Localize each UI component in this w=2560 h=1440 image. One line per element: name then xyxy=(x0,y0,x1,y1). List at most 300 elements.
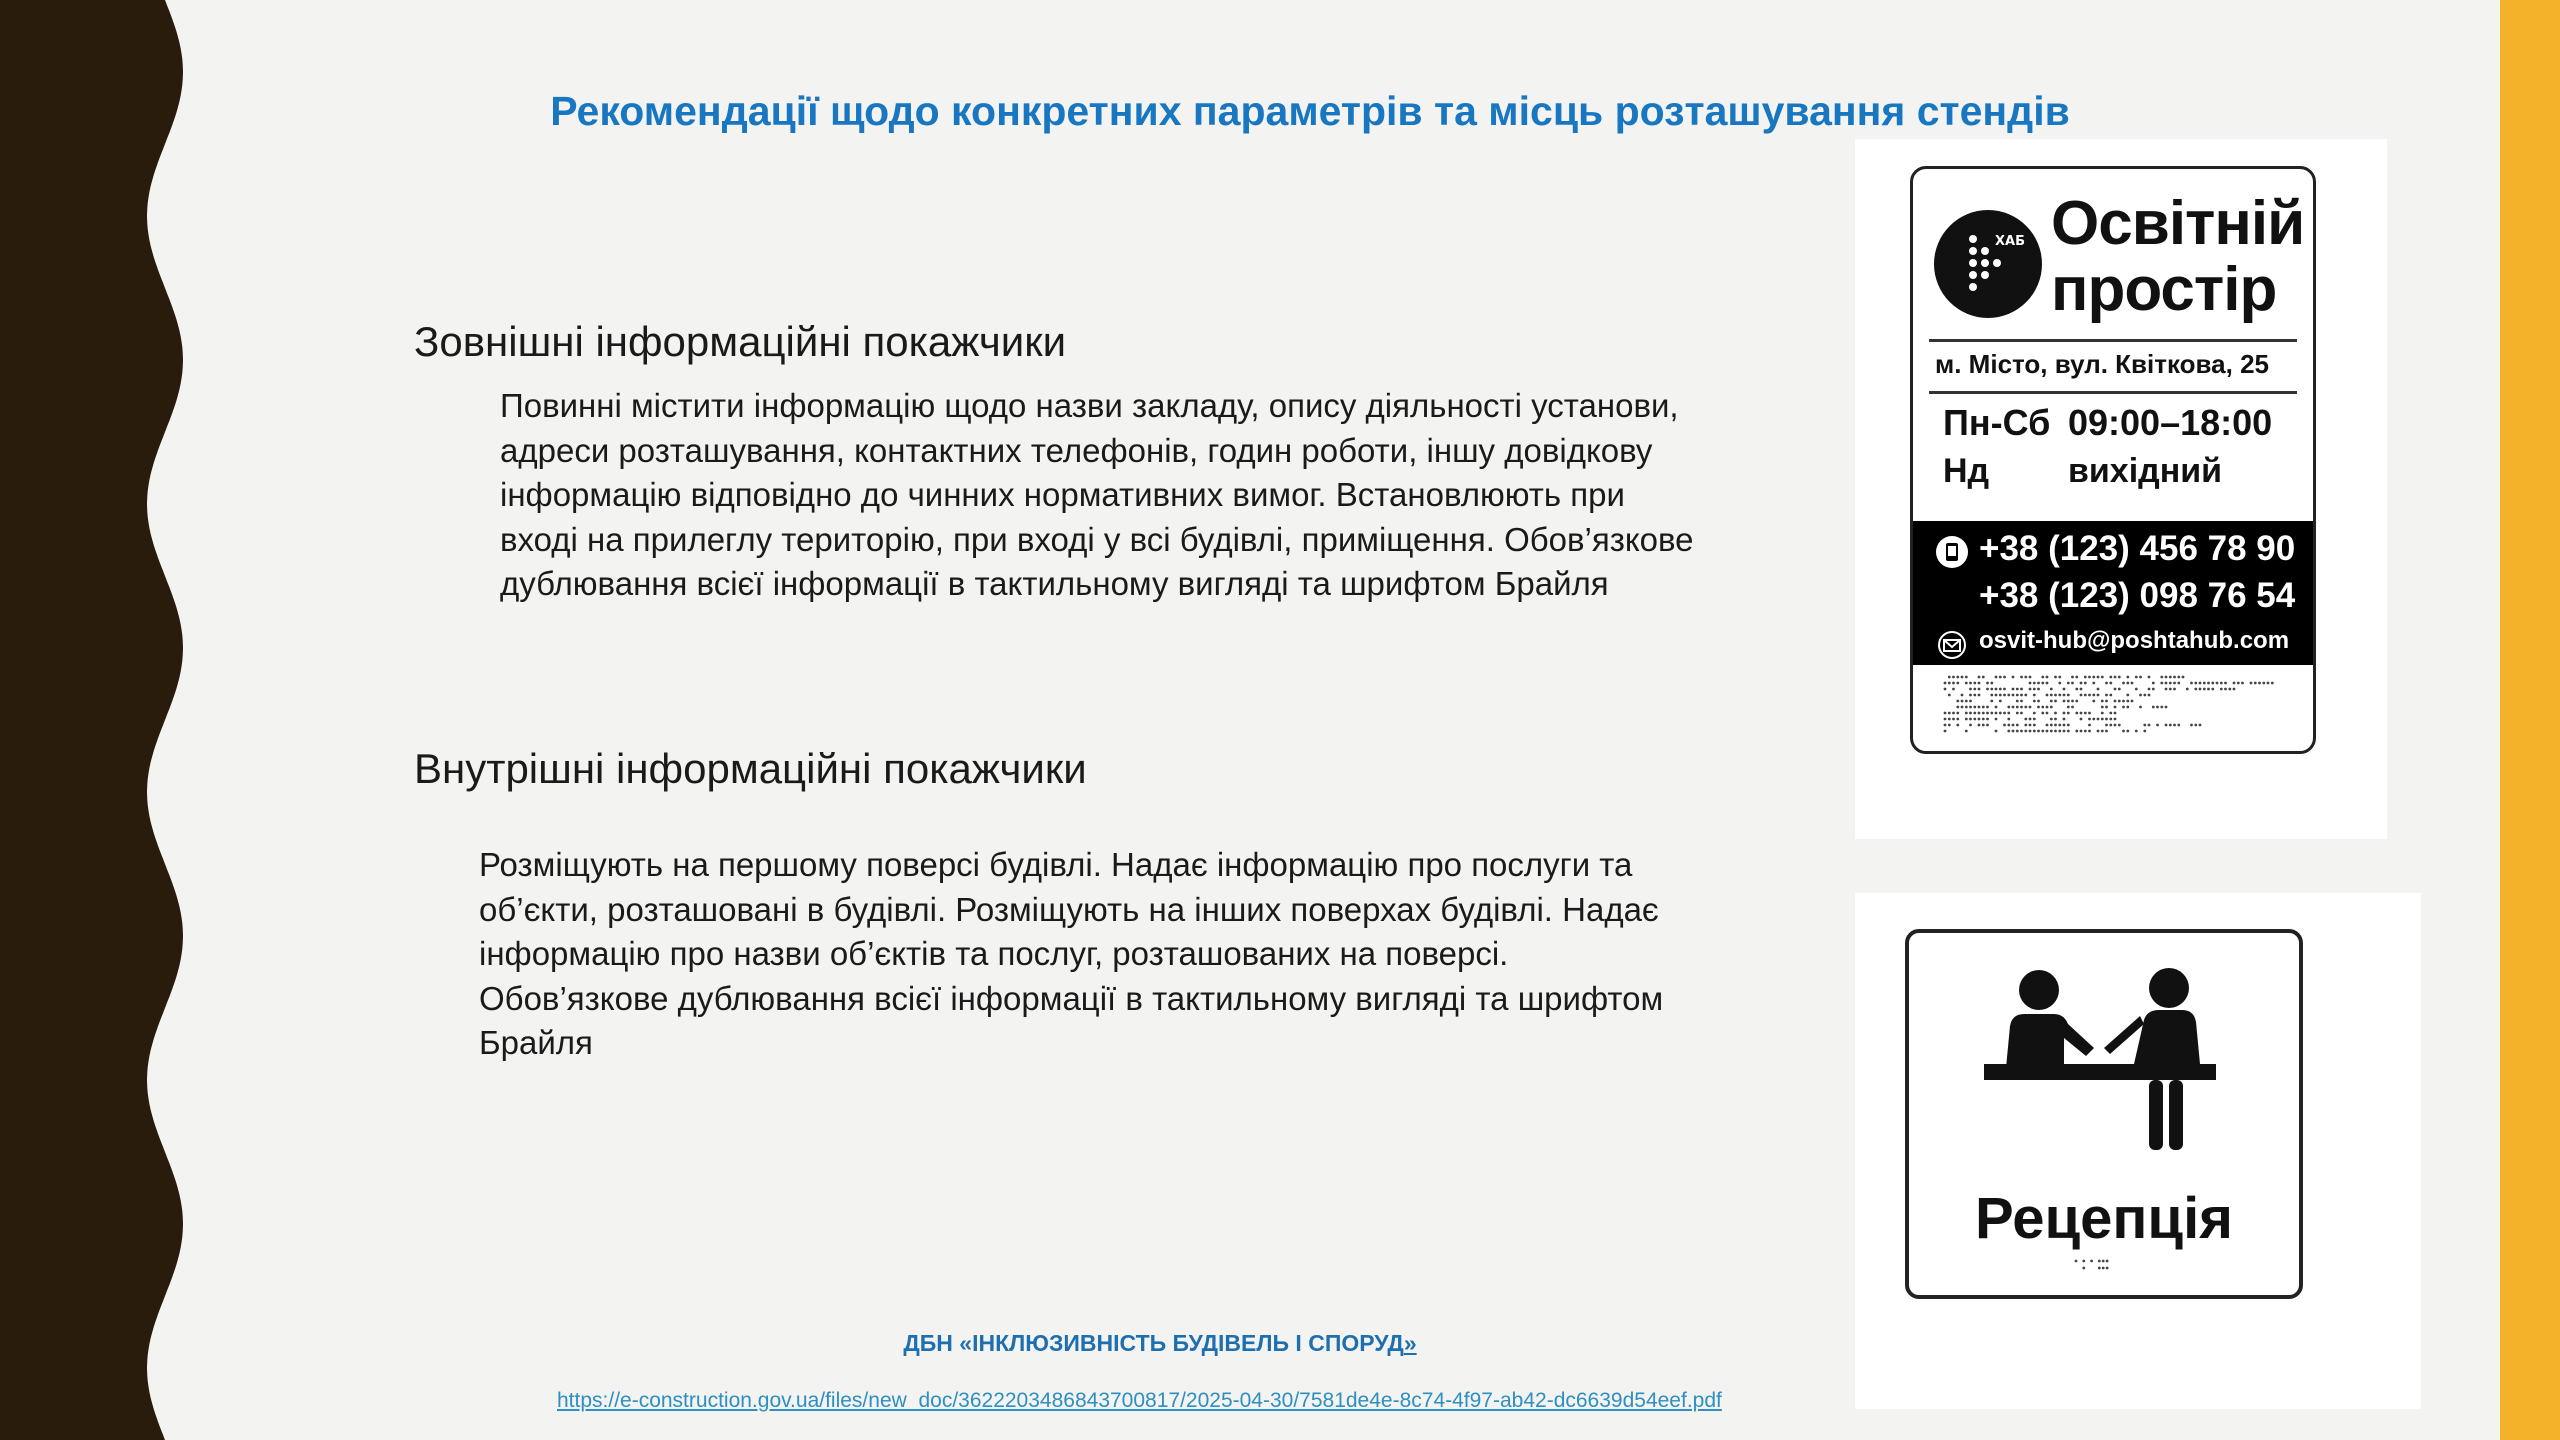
braille-dot xyxy=(2126,700,2129,703)
text-line: Брайля xyxy=(479,1024,593,1061)
braille-dot xyxy=(2067,724,2070,727)
braille-dot xyxy=(2007,694,2010,697)
schedule-days: Нд xyxy=(1943,452,1990,490)
braille-dot xyxy=(2173,688,2176,691)
braille-dot xyxy=(1986,688,1989,691)
braille-dot xyxy=(1978,718,1981,721)
braille-dot xyxy=(2037,730,2040,733)
braille-dot xyxy=(1995,718,1998,721)
braille-dot xyxy=(2016,700,2019,703)
braille-dot xyxy=(2165,676,2168,679)
braille-dot xyxy=(2190,682,2193,685)
braille-dot xyxy=(2101,706,2104,709)
braille-dot xyxy=(2105,724,2108,727)
braille-dot xyxy=(2173,682,2176,685)
braille-dot xyxy=(1961,676,1964,679)
braille-dot xyxy=(2106,1260,2109,1263)
braille-dot xyxy=(2148,688,2151,691)
braille-dot xyxy=(2177,724,2180,727)
braille-dot xyxy=(2029,706,2032,709)
braille-dot xyxy=(2211,682,2214,685)
braille-dot xyxy=(2101,676,2104,679)
braille-dot xyxy=(2106,1267,2109,1270)
braille-dot xyxy=(2063,730,2066,733)
external-signs-heading: Зовнішні інформаційні покажчики xyxy=(414,318,1067,365)
braille-dot xyxy=(2007,718,2010,721)
hub-logo-icon xyxy=(1933,209,2043,319)
braille-dot xyxy=(2102,1260,2105,1263)
braille-dot xyxy=(2084,694,2087,697)
braille-dot xyxy=(2037,688,2040,691)
braille-dot xyxy=(2033,730,2036,733)
braille-dot xyxy=(1973,706,1976,709)
braille-dot xyxy=(2082,1267,2085,1270)
braille-dot xyxy=(2012,676,2015,679)
braille-dot xyxy=(2024,718,2027,721)
braille-dot xyxy=(2071,676,2074,679)
text-line: об’єкти, розташовані в будівлі. Розміщують на інших поверхах будівлі. Надає xyxy=(479,890,1659,928)
braille-dot xyxy=(1986,712,1989,715)
braille-dot xyxy=(1990,700,1993,703)
braille-dot xyxy=(2054,730,2057,733)
text-line: Повинні містити інформацію щодо назви закладу, опису діяльності установи, xyxy=(500,387,1679,424)
braille-dot xyxy=(1986,682,1989,685)
text-line: інформацію про назви об’єктів та послуг, розташованих на поверсі. xyxy=(479,935,1509,972)
braille-dot xyxy=(2148,724,2151,727)
braille-dot xyxy=(1978,676,1981,679)
braille-dot xyxy=(1948,694,1951,697)
footer-standard-title xyxy=(760,1330,1560,1357)
text-line: адреси розташування, контактних телефонів, годин роботи, іншу довідкову xyxy=(500,431,1653,469)
braille-dot xyxy=(2080,688,2083,691)
braille-dot xyxy=(2075,730,2078,733)
braille-dot xyxy=(2050,724,2053,727)
braille-dot xyxy=(2016,694,2019,697)
braille-dot xyxy=(2233,688,2236,691)
text-line: Обов’язкове дублювання всієї інформації в тактильному вигляді та шрифтом xyxy=(479,979,1664,1017)
braille-dot xyxy=(2109,724,2112,727)
braille-dot xyxy=(2109,676,2112,679)
braille-dot xyxy=(2007,706,2010,709)
footer-source-link[interactable]: https://e-construction.gov.ua/files/new_doc/3622203486843700817/2025-04-30/7581de4e-8c74-4f97-ab42-dc6639d54eef.pdf xyxy=(557,1389,1722,1412)
braille-dot xyxy=(2054,718,2057,721)
braille-dot xyxy=(2050,700,2053,703)
braille-dot xyxy=(1956,724,1959,727)
braille-dot xyxy=(2058,694,2061,697)
braille-dot xyxy=(2092,694,2095,697)
braille-dot xyxy=(2071,682,2074,685)
braille-dot xyxy=(2067,682,2070,685)
email-address: osvit-hub@poshtahub.com xyxy=(1979,627,2290,654)
braille-dot xyxy=(1990,712,1993,715)
braille-dot xyxy=(2109,718,2112,721)
braille-dot xyxy=(2258,682,2261,685)
slide-title: Рекомендації щодо конкретних параметрів та місць розташування стендів xyxy=(550,88,2070,134)
braille-dot xyxy=(2118,700,2121,703)
braille-dot xyxy=(1969,706,1972,709)
braille-dot xyxy=(2109,694,2112,697)
braille-dot xyxy=(2088,730,2091,733)
braille-dot xyxy=(2082,1260,2085,1263)
braille-dot xyxy=(2063,724,2066,727)
braille-dot xyxy=(2122,706,2125,709)
braille-dot xyxy=(1956,712,1959,715)
braille-dot xyxy=(2177,682,2180,685)
braille-dot xyxy=(2054,694,2057,697)
braille-dot xyxy=(2237,682,2240,685)
braille-dot xyxy=(2224,688,2227,691)
braille-dot xyxy=(1956,706,1959,709)
braille-dot xyxy=(2114,712,2117,715)
braille-dot xyxy=(2194,724,2197,727)
braille-dot xyxy=(2063,694,2066,697)
braille-dot xyxy=(1961,700,1964,703)
braille-dot xyxy=(2071,706,2074,709)
braille-dot xyxy=(2007,724,2010,727)
sign-org-name xyxy=(2051,191,2311,323)
braille-dot xyxy=(1969,724,1972,727)
braille-dot xyxy=(2092,682,2095,685)
text-line: вході на прилеглу територію, при вході у всі будівлі, приміщення. Обов’язкове xyxy=(500,520,1694,558)
divider xyxy=(1929,339,2297,342)
braille-dot xyxy=(1965,712,1968,715)
braille-dot xyxy=(2105,694,2108,697)
braille-dot xyxy=(1999,688,2002,691)
braille-dot xyxy=(2267,682,2270,685)
braille-dot xyxy=(2041,706,2044,709)
braille-dot xyxy=(2033,712,2036,715)
braille-dot xyxy=(2114,718,2117,721)
sign-contacts-block xyxy=(1913,521,2313,665)
braille-dot xyxy=(2067,700,2070,703)
braille-dot xyxy=(1978,688,1981,691)
braille-dot xyxy=(1969,712,1972,715)
braille-dot xyxy=(1969,682,1972,685)
braille-dot xyxy=(1986,718,1989,721)
braille-dot xyxy=(2098,1260,2101,1263)
braille-dot xyxy=(2131,700,2134,703)
braille-dot xyxy=(2105,682,2108,685)
braille-dot xyxy=(2080,730,2083,733)
braille-dot xyxy=(2220,682,2223,685)
braille-dot xyxy=(2254,682,2257,685)
braille-dot xyxy=(2071,700,2074,703)
braille-dot xyxy=(2058,724,2061,727)
braille-dot xyxy=(2067,694,2070,697)
braille-dot xyxy=(2152,688,2155,691)
braille-dot xyxy=(2046,706,2049,709)
braille-dot xyxy=(2203,688,2206,691)
braille-dot xyxy=(2029,718,2032,721)
braille-dot xyxy=(2148,676,2151,679)
braille-dot xyxy=(2033,682,2036,685)
braille-dot xyxy=(2003,712,2006,715)
braille-dot xyxy=(2054,712,2057,715)
right-accent-bar xyxy=(2500,0,2560,1440)
braille-dot xyxy=(1973,688,1976,691)
braille-dot xyxy=(2080,718,2083,721)
braille-dot xyxy=(1944,718,1947,721)
braille-dot xyxy=(2084,712,2087,715)
braille-dot xyxy=(2050,718,2053,721)
braille-dot xyxy=(2007,730,2010,733)
braille-dot xyxy=(1965,706,1968,709)
braille-dot xyxy=(2029,676,2032,679)
braille-dot xyxy=(1978,724,1981,727)
braille-dot xyxy=(2139,676,2142,679)
braille-dot xyxy=(1952,712,1955,715)
braille-dot xyxy=(1944,682,1947,685)
braille-dot xyxy=(2084,676,2087,679)
braille-dot xyxy=(2080,694,2083,697)
braille-dot xyxy=(2046,676,2049,679)
braille-dot xyxy=(1995,706,1998,709)
braille-dot xyxy=(2165,682,2168,685)
braille-dot xyxy=(1982,706,1985,709)
braille-dot xyxy=(2041,730,2044,733)
braille-dot xyxy=(2041,712,2044,715)
reception-sign-image xyxy=(1855,893,2421,1409)
braille-dot xyxy=(2169,688,2172,691)
braille-dot xyxy=(2114,700,2117,703)
braille-dot xyxy=(2194,682,2197,685)
braille-dot xyxy=(2075,1260,2078,1263)
braille-dot xyxy=(2224,682,2227,685)
braille-dot xyxy=(2114,706,2117,709)
braille-dot xyxy=(2118,688,2121,691)
braille-dot xyxy=(2122,730,2125,733)
text-line: інформацію відповідно до чинних нормативних вимог. Встановлюють при xyxy=(500,476,1625,513)
braille-dot xyxy=(2143,730,2146,733)
braille-dot xyxy=(2067,712,2070,715)
braille-dot xyxy=(2092,718,2095,721)
text-line: дублювання всієї інформації в тактильному вигляді та шрифтом Брайля xyxy=(500,565,1609,602)
braille-dot xyxy=(2126,706,2129,709)
braille-dot xyxy=(2177,676,2180,679)
braille-dot xyxy=(2046,730,2049,733)
braille-dot xyxy=(2233,682,2236,685)
braille-dot xyxy=(2114,688,2117,691)
braille-dot xyxy=(2020,706,2023,709)
braille-dot xyxy=(2186,688,2189,691)
braille-dot xyxy=(2063,688,2066,691)
logo-text: ХАБ xyxy=(1995,234,2025,249)
braille-dot xyxy=(2097,688,2100,691)
braille-dot xyxy=(2037,682,2040,685)
braille-dot xyxy=(2016,712,2019,715)
braille-dot xyxy=(2156,724,2159,727)
braille-text-icon xyxy=(2074,1258,2144,1272)
braille-dot xyxy=(1986,706,1989,709)
external-signs-text xyxy=(500,384,1800,607)
braille-dot xyxy=(1965,676,1968,679)
braille-dot xyxy=(2156,706,2159,709)
braille-dot xyxy=(2033,700,2036,703)
braille-dot xyxy=(2143,694,2146,697)
braille-dot xyxy=(2105,700,2108,703)
org-name-line: простір xyxy=(2051,255,2277,324)
braille-dot xyxy=(2105,730,2108,733)
braille-dot xyxy=(2250,682,2253,685)
braille-dot xyxy=(2020,676,2023,679)
braille-dot xyxy=(2122,700,2125,703)
braille-dot xyxy=(2097,676,2100,679)
braille-dot xyxy=(1948,724,1951,727)
braille-dot xyxy=(2088,676,2091,679)
braille-dot xyxy=(2080,712,2083,715)
org-name-line: Освітній xyxy=(2051,189,2305,258)
braille-dot xyxy=(2190,724,2193,727)
schedule-days: Пн-Сб xyxy=(1943,402,2051,443)
braille-dot xyxy=(2050,730,2053,733)
braille-dot xyxy=(2126,682,2129,685)
braille-dot xyxy=(2207,682,2210,685)
braille-dot xyxy=(2152,706,2155,709)
schedule-time: 09:00–18:00 xyxy=(2068,402,2273,443)
braille-dot xyxy=(2135,676,2138,679)
braille-dot xyxy=(2012,730,2015,733)
braille-dot xyxy=(2135,730,2138,733)
braille-dot xyxy=(1973,712,1976,715)
schedule-time: вихідний xyxy=(2068,452,2223,490)
braille-dot xyxy=(2037,706,2040,709)
braille-dot xyxy=(2165,724,2168,727)
internal-signs-text xyxy=(479,843,1779,1066)
external-sign-image xyxy=(1855,139,2387,839)
footer-title-quote[interactable]: » xyxy=(1403,1330,1417,1356)
braille-dot xyxy=(2135,688,2138,691)
braille-dot xyxy=(2033,718,2036,721)
braille-dot xyxy=(2160,676,2163,679)
braille-dot xyxy=(2024,706,2027,709)
braille-dot xyxy=(2067,730,2070,733)
braille-dot xyxy=(2216,682,2219,685)
braille-dot xyxy=(2084,682,2087,685)
braille-dot xyxy=(2220,688,2223,691)
braille-dot xyxy=(2109,682,2112,685)
braille-dot xyxy=(2143,724,2146,727)
braille-dot xyxy=(2199,724,2202,727)
braille-dot xyxy=(2080,682,2083,685)
braille-dot xyxy=(2092,700,2095,703)
braille-dot xyxy=(1948,682,1951,685)
braille-dot xyxy=(2029,724,2032,727)
braille-dot xyxy=(2122,682,2125,685)
braille-dot xyxy=(2046,724,2049,727)
phone-number: +38 (123) 456 78 90 xyxy=(1979,529,2296,568)
braille-dot xyxy=(2033,724,2036,727)
braille-dot xyxy=(2097,694,2100,697)
reception-label: Рецепція xyxy=(1974,1186,2234,1251)
braille-dot xyxy=(2020,700,2023,703)
braille-dot xyxy=(1952,682,1955,685)
braille-dot xyxy=(2126,730,2129,733)
braille-dot xyxy=(2088,718,2091,721)
braille-dot xyxy=(1982,712,1985,715)
braille-dot xyxy=(2203,682,2206,685)
braille-dot xyxy=(1961,706,1964,709)
braille-dot xyxy=(2058,676,2061,679)
braille-dot xyxy=(2054,724,2057,727)
braille-dot xyxy=(2101,712,2104,715)
braille-dot xyxy=(1990,682,1993,685)
braille-dot xyxy=(2024,694,2027,697)
braille-dot xyxy=(2160,682,2163,685)
braille-dot xyxy=(2050,688,2053,691)
braille-dot xyxy=(2241,682,2244,685)
braille-dot xyxy=(2102,1267,2105,1270)
braille-dot xyxy=(1990,694,1993,697)
braille-dot xyxy=(2092,676,2095,679)
sign-address: м. Місто, вул. Квіткова, 25 xyxy=(1935,349,2269,379)
braille-dot xyxy=(1995,676,1998,679)
braille-dot xyxy=(2024,730,2027,733)
braille-dot xyxy=(1982,676,1985,679)
divider xyxy=(1929,391,2297,394)
braille-dot xyxy=(1982,718,1985,721)
braille-dot xyxy=(2029,688,2032,691)
braille-dot xyxy=(2003,676,2006,679)
braille-dot xyxy=(2097,730,2100,733)
braille-dot xyxy=(2016,706,2019,709)
braille-dot xyxy=(2173,724,2176,727)
text-line: Розміщують на першому поверсі будівлі. Надає інформацію про послуги та xyxy=(479,846,1633,883)
braille-dot xyxy=(1969,688,1972,691)
braille-dot xyxy=(2024,724,2027,727)
braille-dot xyxy=(2160,706,2163,709)
braille-dot xyxy=(1982,724,1985,727)
braille-dot xyxy=(1999,694,2002,697)
braille-dot xyxy=(2058,682,2061,685)
braille-dot xyxy=(1952,676,1955,679)
left-wave-decoration xyxy=(0,0,200,1440)
braille-dot xyxy=(2075,712,2078,715)
braille-dot xyxy=(1956,682,1959,685)
braille-dot xyxy=(2012,688,2015,691)
phone-icon xyxy=(1935,535,1969,569)
braille-dot xyxy=(2101,700,2104,703)
braille-dot xyxy=(2041,682,2044,685)
braille-dot xyxy=(1999,700,2002,703)
braille-dot xyxy=(2063,718,2066,721)
braille-dot xyxy=(2016,730,2019,733)
braille-dot xyxy=(1978,706,1981,709)
braille-dot xyxy=(2098,1267,2101,1270)
braille-dot xyxy=(2050,706,2053,709)
braille-dot xyxy=(2182,676,2185,679)
braille-dot xyxy=(2194,688,2197,691)
braille-dot xyxy=(2046,712,2049,715)
braille-dot xyxy=(2041,676,2044,679)
braille-dot xyxy=(2003,724,2006,727)
braille-dot xyxy=(1965,682,1968,685)
braille-dot xyxy=(1965,730,1968,733)
footer-title-main: ДБН «ІНКЛЮЗИВНІСТЬ БУДІВЕЛЬ І СПОРУД xyxy=(903,1330,1404,1356)
braille-dot xyxy=(1995,694,1998,697)
braille-dot xyxy=(2003,694,2006,697)
braille-dot xyxy=(2020,694,2023,697)
braille-dot xyxy=(2033,688,2036,691)
braille-dot xyxy=(1978,682,1981,685)
braille-dot xyxy=(2207,688,2210,691)
braille-dot xyxy=(2262,682,2265,685)
braille-dot xyxy=(2114,724,2117,727)
mail-icon xyxy=(1935,631,1969,659)
braille-dot xyxy=(1948,718,1951,721)
braille-dot xyxy=(2067,706,2070,709)
braille-dot xyxy=(2126,676,2129,679)
braille-dot xyxy=(1961,694,1964,697)
